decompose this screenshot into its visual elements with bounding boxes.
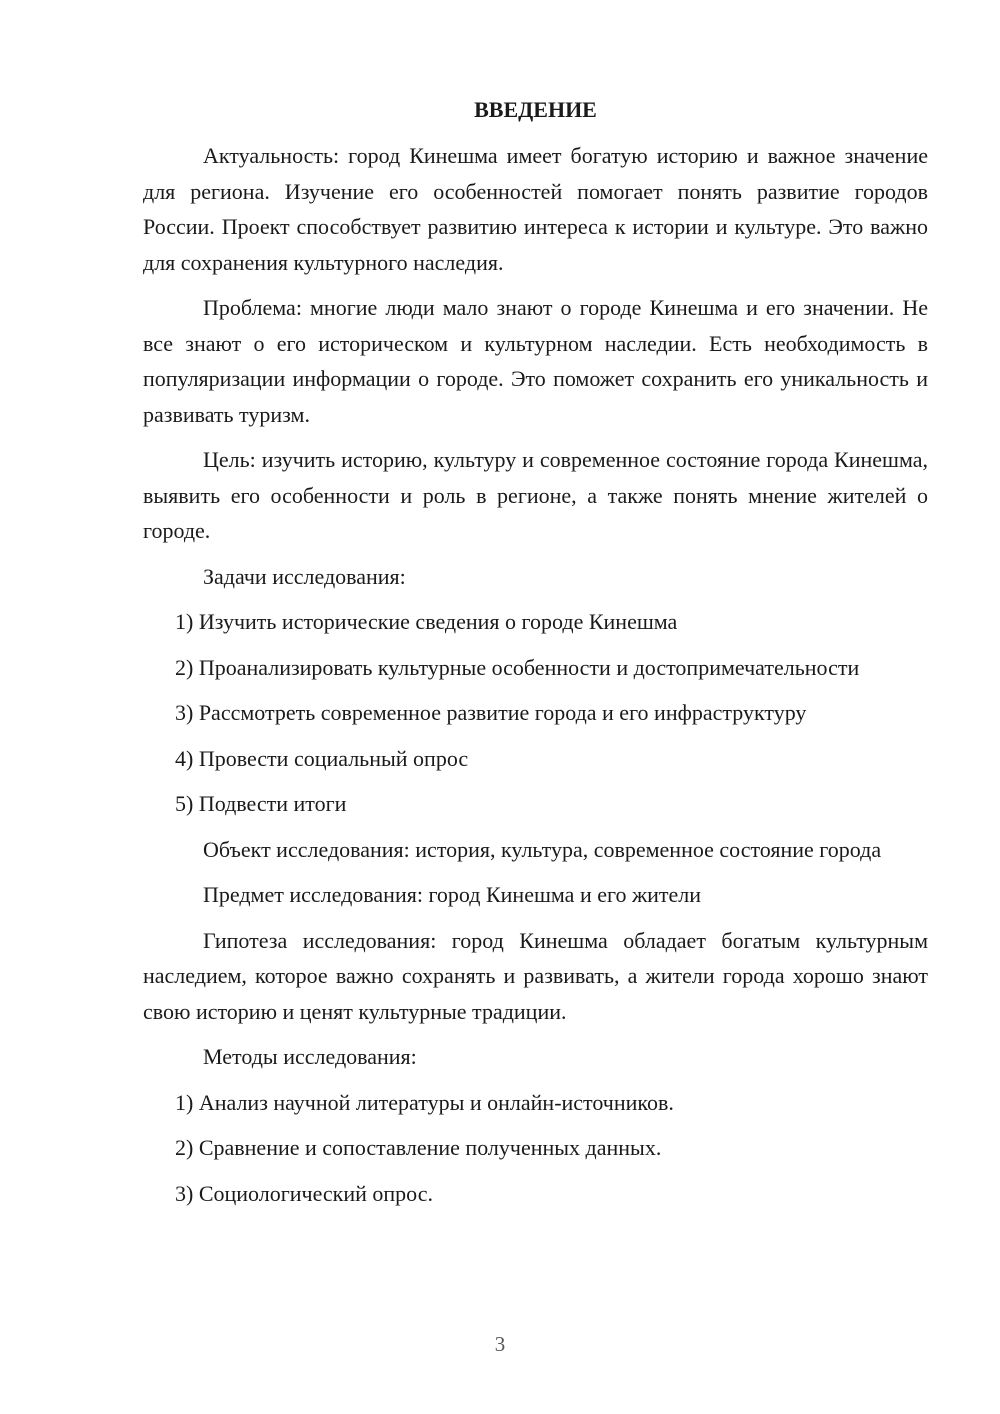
tasks-heading: Задачи исследования:	[203, 563, 406, 589]
goal-paragraph: Цель: изучить историю, культуру и современное состояние города Кинешма, выявить его особенности и роль в регионе, а также понять мнение жителей о городе.	[143, 447, 928, 543]
method-item-1: 1) Анализ научной литературы и онлайн-источников.	[175, 1089, 674, 1115]
task-item-1: 1) Изучить исторические сведения о городе Кинешма	[175, 609, 678, 634]
relevance-paragraph: Актуальность: город Кинешма имеет богатую историю и важное значение для региона. Изучение его особенностей помогает понять развитие городов России. Проект способствует развитию интереса к истории и культуре. Это важно для сохранения культурного наследия.	[143, 143, 928, 275]
problem-paragraph: Проблема: многие люди мало знают о городе Кинешма и его значении. Не все знают о его историческом и культурном наследии. Есть необходимость в популяризации информации о городе. Это поможет сохранить его уникальность и развивать туризм.	[143, 295, 928, 427]
method-item-2: 2) Сравнение и сопоставление полученных данных.	[175, 1135, 662, 1160]
methods-heading: Методы исследования:	[203, 1044, 417, 1069]
task-item-5: 5) Подвести итоги	[175, 791, 347, 816]
subject-paragraph: Предмет исследования: город Кинешма и его жители	[203, 882, 702, 907]
page-number: 3	[494, 1332, 506, 1356]
page-title: ВВЕДЕНИЕ	[474, 97, 597, 122]
object-paragraph: Объект исследования: история, культура, современное состояние города	[203, 836, 882, 862]
method-item-3: 3) Социологический опрос.	[175, 1180, 433, 1206]
task-item-3: 3) Рассмотреть современное развитие города и его инфраструктуру	[175, 700, 807, 725]
task-item-4: 4) Провести социальный опрос	[175, 745, 469, 771]
hypothesis-paragraph: Гипотеза исследования: город Кинешма обладает богатым культурным наследием, которое важно сохранять и развивать, а жители города хорошо знают свою историю и ценят культурные традиции.	[143, 927, 928, 1024]
task-item-2: 2) Проанализировать культурные особенности и достопримечательности	[175, 654, 860, 680]
document-page	[143, 92, 928, 1221]
